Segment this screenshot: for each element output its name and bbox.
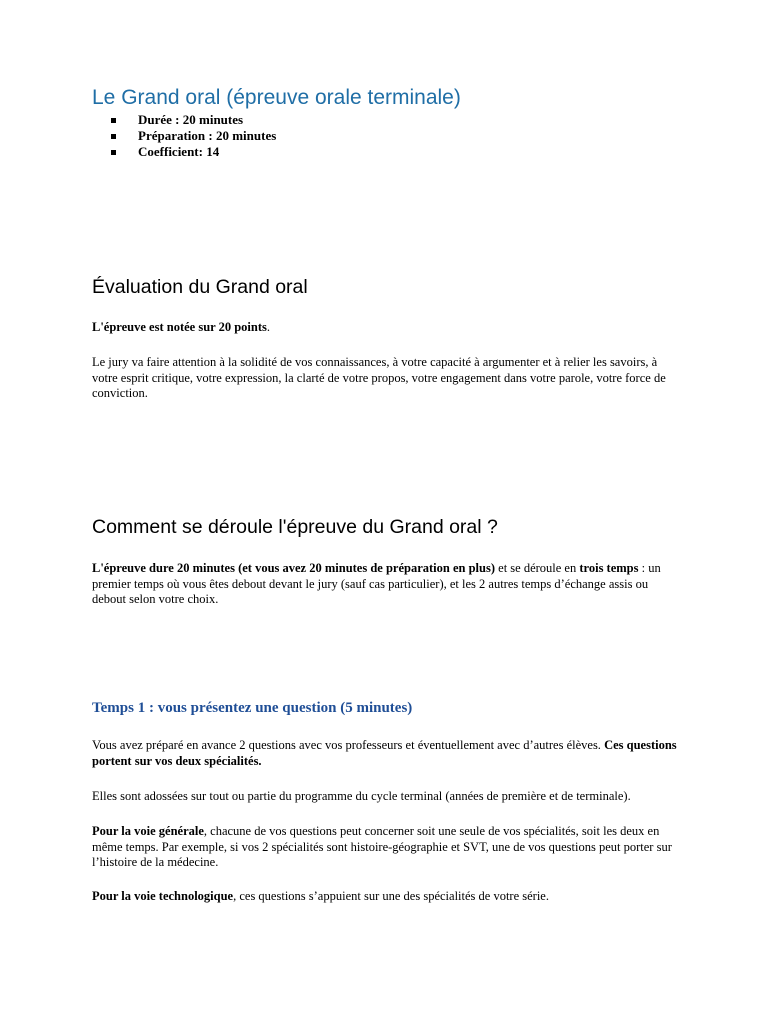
bullet-square-icon (111, 134, 116, 139)
deroulement-text-2: : un premier temps où vous êtes debout devant le jury (sauf cas particulier), et les 2 autres temps d’échange assis ou debout selon votre choix. (92, 561, 661, 606)
exam-info-list (92, 112, 492, 160)
voie-technologique-paragraph (92, 889, 682, 905)
bullet-square-icon (111, 150, 116, 155)
list-item (92, 128, 492, 144)
evaluation-heading: Évaluation du Grand oral (92, 276, 308, 298)
voie-generale-bold: Pour la voie générale (92, 824, 204, 838)
duration-bold: L'épreuve dure 20 minutes (et vous avez 20 minutes de préparation en plus) (92, 561, 496, 575)
evaluation-note-paragraph (92, 320, 682, 336)
preparation-text: Préparation : 20 minutes (138, 128, 277, 143)
duration-text: Durée : 20 minutes (138, 112, 244, 127)
list-item (92, 112, 492, 128)
voie-generale-paragraph (92, 824, 682, 871)
bullet-square-icon (111, 118, 116, 123)
voie-generale-text: , chacune de vos questions peut concerner soit une seule de vos spécialités, soit les deux en même temps. Par exemple, si vos 2 spécialités sont histoire-géographie et SVT, une de vos questions peut porter sur l’histoire de la médecine. (92, 824, 672, 869)
evaluation-note-bold: L'épreuve est notée sur 20 points (92, 320, 267, 334)
deroulement-text-1: et se déroule en (495, 561, 580, 575)
evaluation-note-tail: . (266, 320, 271, 334)
voie-technologique-bold: Pour la voie technologique (92, 889, 234, 903)
questions-text: Vous avez préparé en avance 2 questions avec vos professeurs et éventuellement avec d’autres élèves. (92, 738, 605, 752)
list-item (92, 144, 492, 160)
programme-paragraph: Elles sont adossées sur tout ou partie du programme du cycle terminal (années de première et de terminale). (92, 789, 631, 803)
questions-bold: Ces questions portent sur vos deux spécialités. (92, 738, 677, 768)
deroulement-heading: Comment se déroule l'épreuve du Grand oral ? (92, 516, 498, 538)
temps1-heading: Temps 1 : vous présentez une question (5 minutes) (92, 700, 413, 716)
page-title: Le Grand oral (épreuve orale terminale) (92, 86, 461, 109)
deroulement-paragraph (92, 561, 682, 608)
voie-technologique-text: , ces questions s’appuient sur une des spécialités de votre série. (233, 889, 549, 903)
coefficient-text: Coefficient: 14 (138, 144, 220, 159)
jury-criteria-paragraph: Le jury va faire attention à la solidité de vos connaissances, à votre capacité à argumenter et à relier les savoirs, à votre esprit critique, votre expression, la clarté de votre propos, votre engagement dans votre parole, votre force de conviction. (92, 355, 666, 400)
questions-paragraph (92, 738, 682, 769)
three-times-bold: trois temps (579, 561, 639, 575)
